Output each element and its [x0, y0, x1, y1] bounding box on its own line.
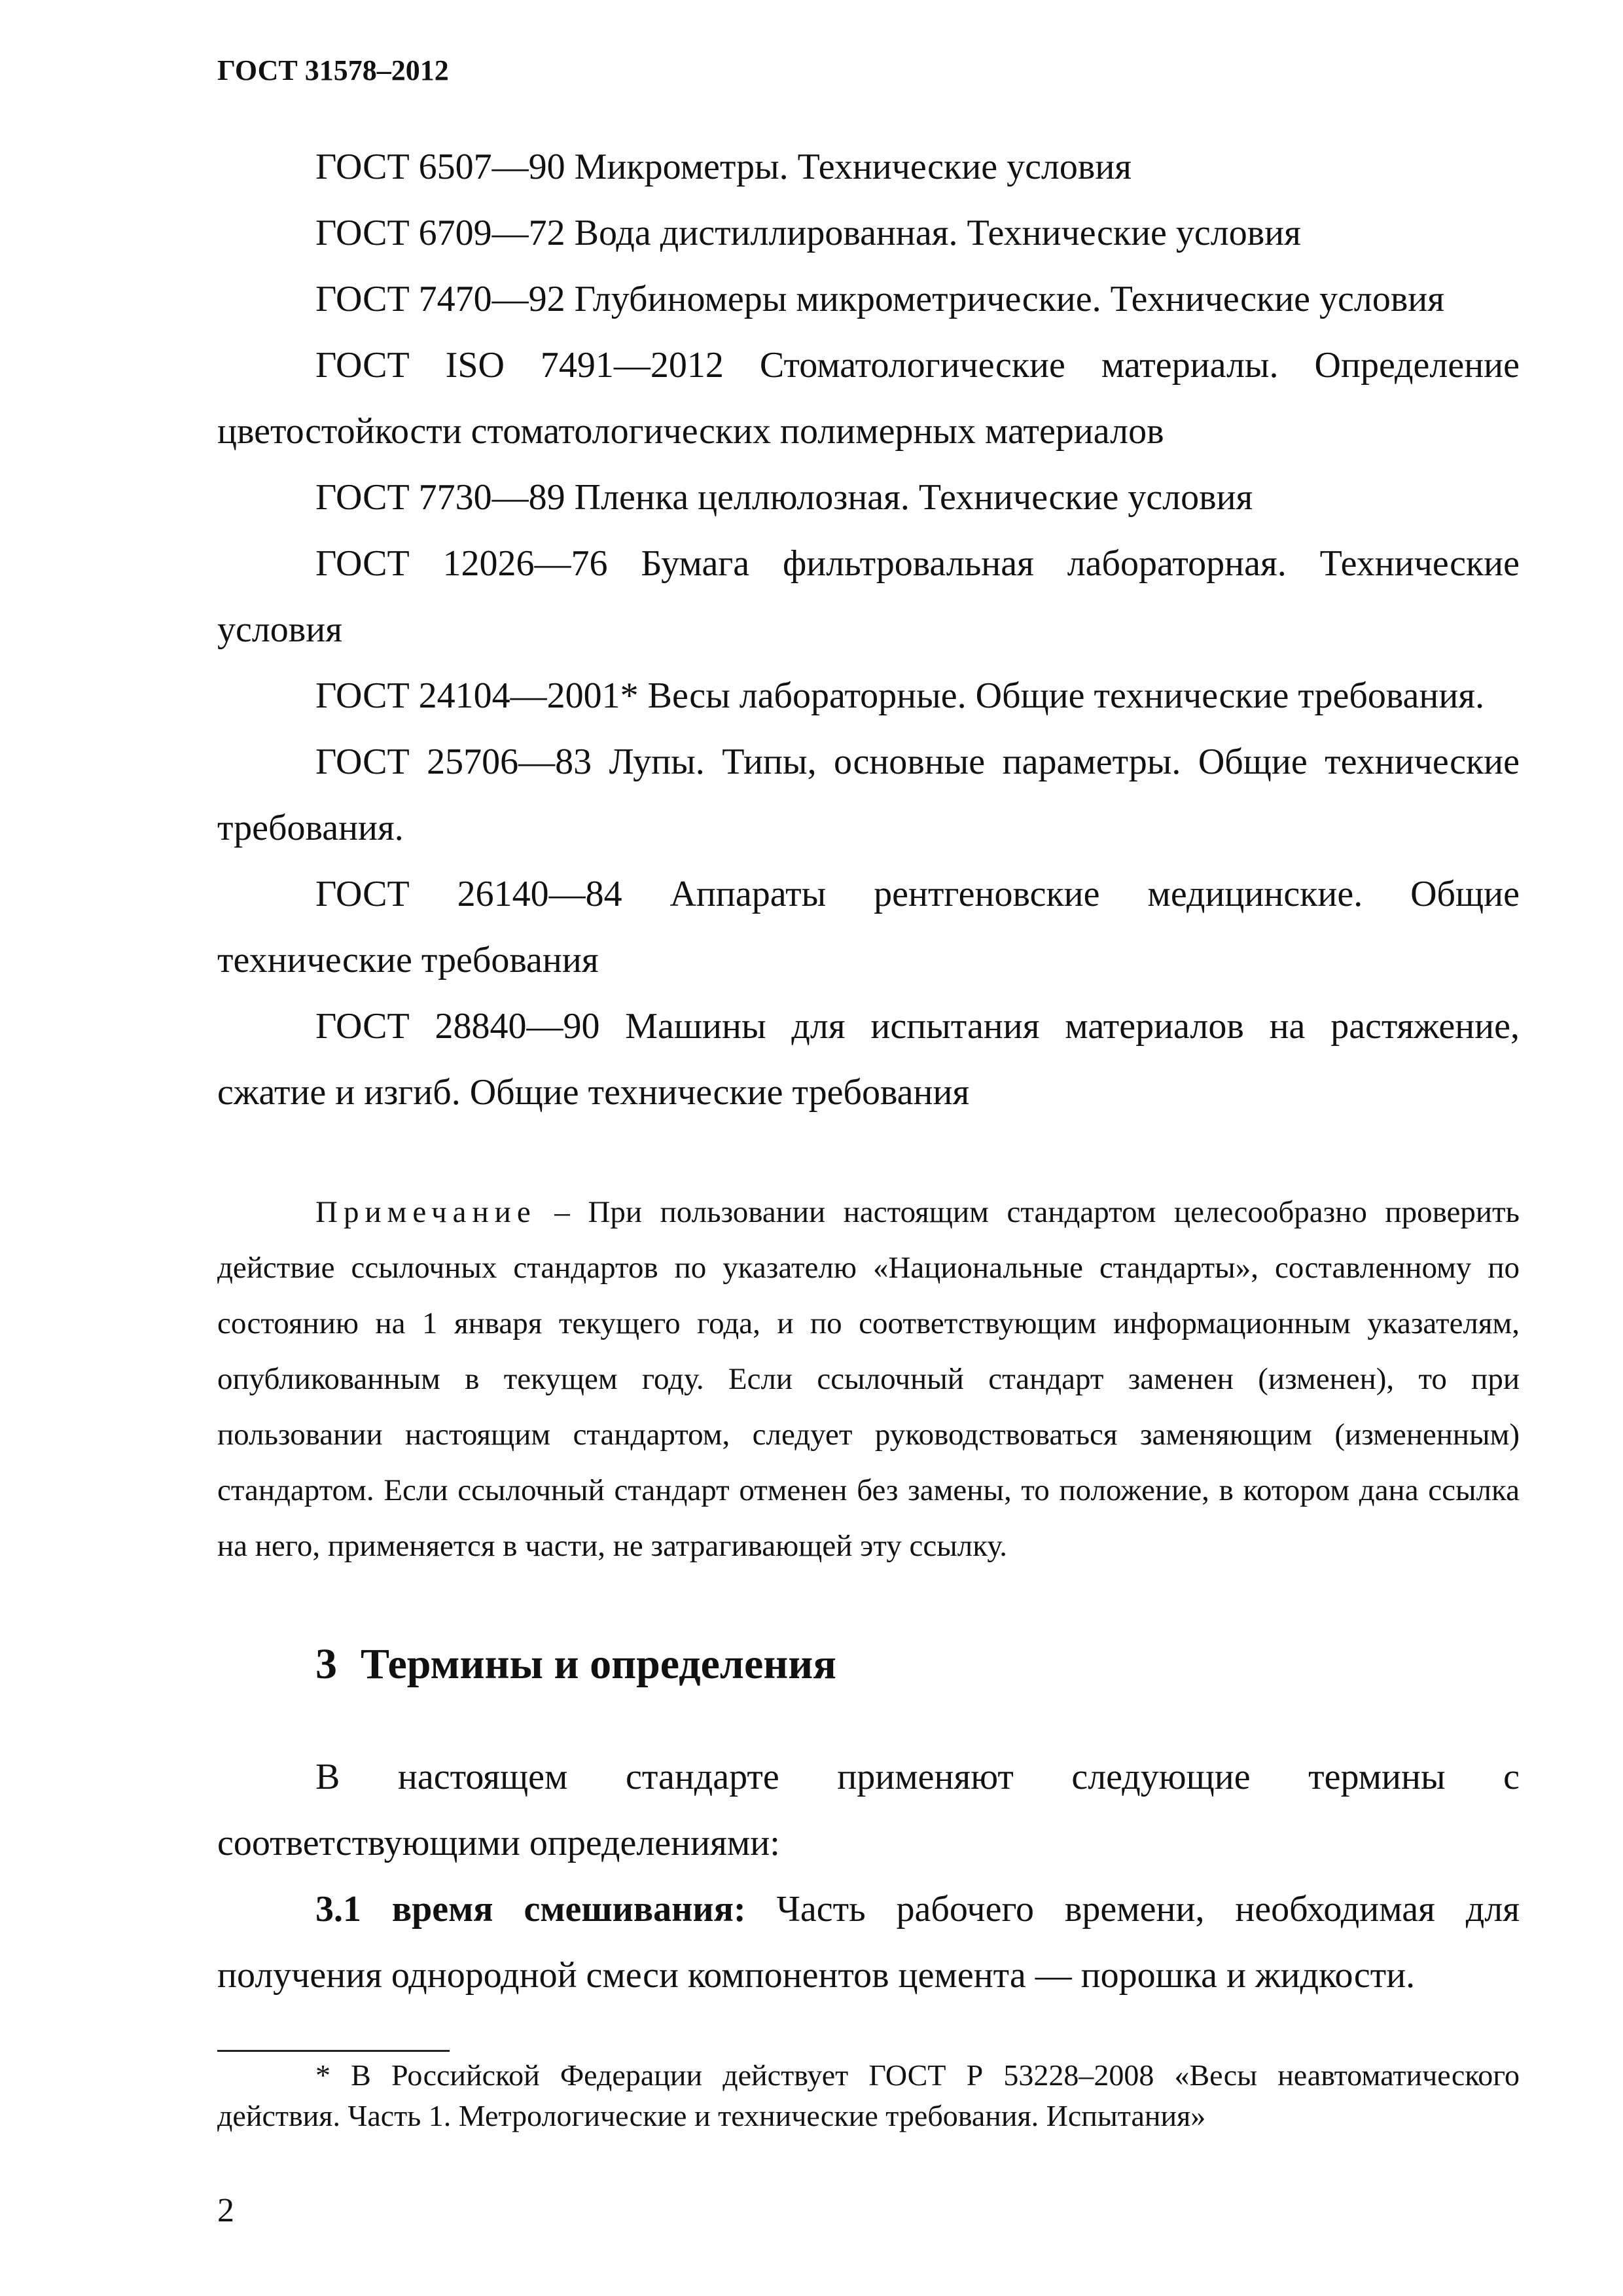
term-definition: Часть рабочего времени, необходимая для получения однородной смеси компонентов цемента — порошка и жидкости. — [217, 1889, 1520, 1996]
reference-item: ГОСТ 6709—72 Вода дистиллированная. Технические условия — [315, 213, 1301, 253]
footnote: * В Российской Федерации действует ГОСТ Р 53228–2008 «Весы неавтоматического действия. Часть 1. Метрологические и технические требования. Испытания» — [217, 2058, 1520, 2132]
section-number: 3 — [315, 1640, 337, 1688]
running-header: ГОСТ 31578–2012 — [217, 54, 449, 86]
note-text: – При пользовании настоящим стандартом целесообразно проверить действие ссылочных стандартов по указателю «Национальные стандарты», составленному по состоянию на 1 января текущего года, и по соответствующим информационным указателям, опубликованным в текущем году. Если ссылочный стандарт заменен (изменен), то при пользовании настоящим стандартом, следует руководствоваться заменяющим (измененным) стандартом. Если ссылочный стандарт отменен без замены, то положение, в котором дана ссылка на него, применяется в части, не затрагивающей эту ссылку. — [217, 1195, 1520, 1563]
note-label: Примечание — [315, 1195, 537, 1229]
reference-item: ГОСТ 6507—90 Микрометры. Технические условия — [315, 147, 1132, 187]
normative-references-list — [217, 134, 1520, 1126]
footnote-separator — [217, 2050, 450, 2052]
reference-item: ГОСТ 28840—90 Машины для испытания материалов на растяжение, сжатие и изгиб. Общие технические требования — [217, 1006, 1520, 1113]
reference-item: ГОСТ 26140—84 Аппараты рентгеновские медицинские. Общие технические требования — [217, 874, 1520, 980]
reference-item: ГОСТ ISO 7491—2012 Стоматологические материалы. Определение цветостойкости стоматологических полимерных материалов — [217, 345, 1520, 452]
terms-section-body — [217, 1744, 1520, 2009]
page-number: 2 — [217, 2192, 234, 2229]
reference-item: ГОСТ 7470—92 Глубиномеры микрометрические. Технические условия — [315, 279, 1444, 319]
terms-intro: В настоящем стандарте применяют следующие термины с соответствующими определениями: — [217, 1757, 1520, 1863]
term-name: 3.1 время смешивания: — [315, 1889, 746, 1929]
section-heading — [315, 1635, 836, 1694]
section-title: Термины и определения — [361, 1640, 836, 1688]
note-paragraph — [217, 1185, 1520, 1574]
term-entry — [217, 1876, 1520, 2009]
reference-item: ГОСТ 7730—89 Пленка целлюлозная. Технические условия — [315, 477, 1253, 518]
reference-item: ГОСТ 24104—2001* Весы лабораторные. Общие технические требования. — [315, 675, 1485, 716]
reference-item: ГОСТ 25706—83 Лупы. Типы, основные параметры. Общие технические требования. — [217, 742, 1520, 848]
reference-item: ГОСТ 12026—76 Бумага фильтровальная лабораторная. Технические условия — [217, 543, 1520, 650]
